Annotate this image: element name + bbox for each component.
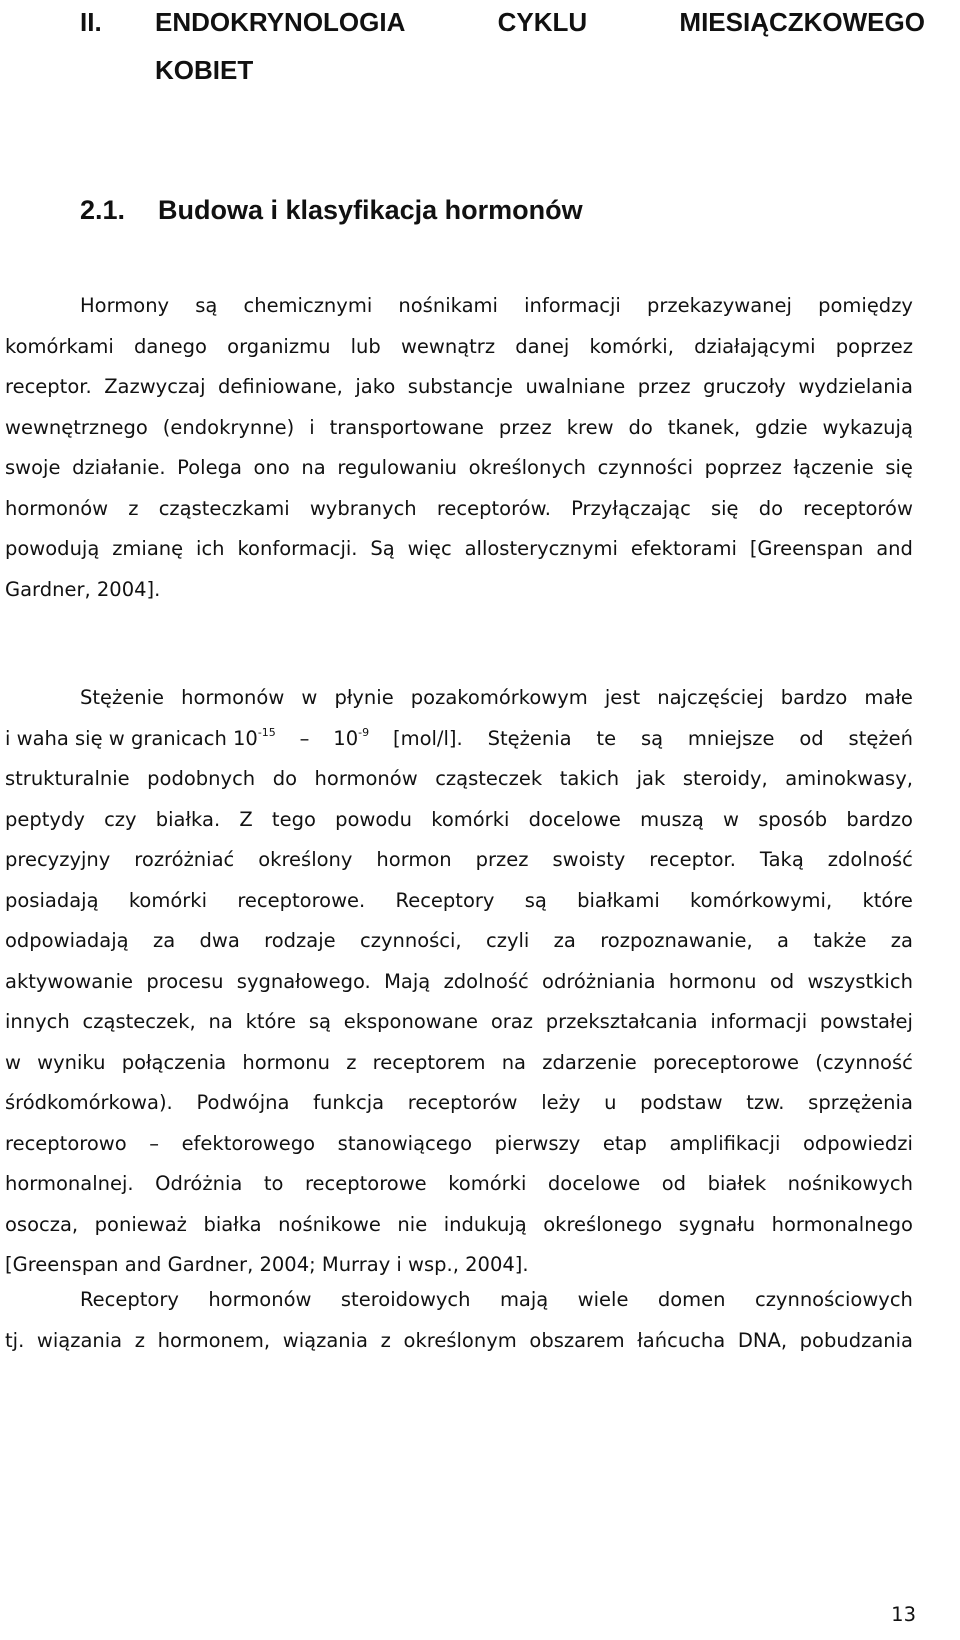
word: [mol/l]. — [392, 726, 463, 750]
word: nośnikowe — [278, 1212, 381, 1236]
paragraph-line — [5, 1083, 913, 1123]
word: poreceptorowe — [653, 1050, 800, 1074]
word: nie — [397, 1212, 428, 1236]
paragraph-line — [5, 1321, 913, 1361]
word: do — [272, 767, 297, 790]
word: Receptory — [395, 888, 495, 912]
paragraph-line — [5, 1002, 913, 1042]
word: swoisty — [552, 848, 626, 871]
paragraph-line — [5, 921, 913, 961]
word: Odróżnia — [155, 1172, 243, 1195]
word: receptor. — [5, 375, 92, 398]
word: ono — [253, 456, 290, 479]
word: z — [346, 1050, 357, 1074]
word: Receptory — [80, 1288, 179, 1311]
range-text-after — [393, 719, 913, 759]
word: za — [152, 929, 176, 952]
word: precyzyjny — [5, 848, 111, 871]
word: posiadają — [5, 888, 99, 912]
paragraph-line — [80, 1280, 913, 1320]
word: – — [149, 1131, 159, 1155]
word: i — [309, 415, 315, 439]
word: tzw. — [746, 1091, 785, 1114]
word: mają — [499, 1288, 549, 1311]
word: procesu — [146, 969, 224, 993]
word: mniejsze — [687, 726, 775, 750]
word: tkanek, — [667, 415, 741, 439]
section-heading — [80, 188, 583, 232]
word: najczęściej — [657, 686, 764, 709]
word: domen — [657, 1288, 726, 1311]
word: stanowiącego — [337, 1131, 473, 1155]
word: odróżniania — [542, 969, 656, 993]
paragraph-line — [5, 1205, 913, 1245]
word: wybranych — [309, 496, 417, 520]
word: pierwszy — [494, 1131, 581, 1155]
word: konformacji. — [237, 537, 358, 560]
paragraph-line: [Greenspan and Gardner, 2004; Murray i wsp., 2004]. — [5, 1253, 529, 1276]
word: do — [628, 415, 653, 439]
exponent: -9 — [358, 725, 370, 739]
word: leży — [541, 1091, 581, 1114]
word: wewnętrznego — [5, 415, 148, 439]
chapter-title-line-2: KOBIET — [155, 55, 254, 85]
word: efektorowego — [181, 1131, 316, 1155]
word: tj. — [5, 1328, 25, 1352]
word: danego — [133, 334, 207, 358]
word: na — [301, 456, 326, 479]
word: wiązania — [36, 1328, 123, 1352]
word: które — [245, 1010, 297, 1033]
word: [Greenspan — [749, 537, 864, 560]
word: komórki, — [589, 334, 674, 358]
word: efektorami — [630, 537, 737, 560]
word: więc — [407, 537, 452, 560]
word: pomiędzy — [818, 294, 913, 317]
chapter-title-line-1 — [155, 0, 925, 44]
chapter-number: II. — [80, 7, 102, 37]
word: steroidy, — [682, 767, 768, 790]
word: białek — [707, 1172, 767, 1195]
word: podstaw — [640, 1091, 723, 1114]
word: działanie. — [72, 456, 166, 479]
word: obszarem — [529, 1328, 625, 1352]
word: docelowe — [547, 1172, 641, 1195]
word: rozróżniać — [134, 848, 235, 871]
word: są — [308, 1010, 331, 1033]
word: sygnałowego. — [236, 969, 371, 993]
word: na — [208, 1010, 233, 1033]
word: działającymi — [694, 334, 816, 358]
paragraph-line — [5, 367, 913, 407]
range-text-before: i waha się w granicach $10^{-15}$ — [5, 725, 276, 750]
word: się — [885, 456, 913, 479]
word: a — [777, 929, 789, 952]
word: za — [553, 929, 576, 952]
word: wszystkich — [807, 969, 913, 993]
word: przekształcania — [545, 1010, 698, 1033]
word: wydzielania — [798, 375, 913, 398]
section-number: 2.1. — [80, 195, 126, 225]
paragraph-line — [5, 881, 913, 921]
word: hormonów — [208, 1288, 312, 1311]
word: do — [758, 496, 784, 520]
word: przez — [475, 848, 529, 871]
word: odpowiedzi — [802, 1131, 913, 1155]
word: jako — [355, 375, 396, 398]
word: komórki — [128, 888, 208, 912]
word: z — [380, 1328, 391, 1352]
chapter-title-word: CYKLU — [497, 7, 588, 37]
word: allosterycznymi — [464, 537, 618, 560]
word: zmianę — [112, 537, 184, 560]
word: pozakomórkowym — [410, 686, 588, 709]
word: Stężenia — [487, 726, 572, 750]
word: odpowiadają — [5, 929, 129, 952]
paragraph-line — [5, 800, 913, 840]
word: połączenia — [121, 1050, 227, 1074]
word: cząsteczek, — [82, 1010, 196, 1033]
word: powstałej — [819, 1010, 913, 1033]
word: sprzężenia — [808, 1091, 913, 1114]
word: na — [501, 1050, 526, 1074]
word: określonych — [468, 456, 586, 479]
word: rozpoznawanie, — [600, 929, 753, 952]
word: swoje — [5, 456, 61, 479]
word: hormonu — [668, 969, 757, 993]
word: komórki — [431, 807, 510, 831]
word: czyli — [485, 929, 530, 952]
word: cząsteczkami — [158, 496, 290, 520]
word: powodują — [5, 537, 100, 560]
word: peptydy — [5, 807, 85, 831]
word: zdarzenie — [542, 1050, 637, 1074]
word: gdzie — [755, 415, 808, 439]
section-title: Budowa i klasyfikacja hormonów — [158, 195, 583, 225]
paragraph-line — [80, 286, 913, 326]
word: lub — [350, 334, 381, 358]
word: DNA, — [737, 1328, 788, 1352]
word: zdolność — [827, 848, 913, 871]
word: płynie — [334, 686, 394, 709]
word: z — [134, 1328, 146, 1352]
word: białka — [203, 1212, 262, 1236]
word: w — [723, 807, 739, 831]
paragraph-line: Gardner, 2004]. — [5, 577, 161, 601]
page-number: 13 — [891, 1603, 916, 1626]
word: czynności, — [359, 929, 462, 952]
word: przekazywanej — [646, 294, 792, 317]
word: informacji — [710, 1010, 808, 1033]
paragraph-line — [5, 327, 913, 367]
word: łańcucha — [637, 1328, 726, 1352]
word: wyniku — [37, 1050, 106, 1074]
word: poprzez — [835, 334, 913, 358]
word: jak — [636, 767, 666, 790]
word: Zazwyczaj — [104, 375, 206, 398]
word: określonego — [543, 1212, 663, 1236]
word: poprzez — [704, 456, 782, 479]
word: etap — [602, 1131, 647, 1155]
word: także — [813, 929, 867, 952]
word: bardzo — [846, 807, 913, 831]
paragraph-line — [5, 1043, 913, 1083]
word: wiele — [577, 1288, 629, 1311]
word: Hormony — [80, 294, 170, 317]
word: zdolność — [443, 969, 529, 993]
word: cząsteczek — [435, 767, 543, 790]
word: Polega — [177, 456, 242, 479]
word: od — [769, 969, 795, 993]
range-upper: $10^{-9}$ — [333, 725, 370, 750]
word: gruczoły — [703, 375, 786, 398]
word: receptorów. — [436, 496, 551, 520]
word: pobudzania — [799, 1328, 913, 1352]
word: definiowane, — [218, 375, 343, 398]
word: receptorowe. — [237, 888, 366, 912]
word: są — [524, 888, 547, 912]
paragraph-line — [5, 448, 913, 488]
word: określonym — [403, 1328, 517, 1352]
word: u — [604, 1091, 617, 1114]
word: receptor. — [649, 848, 736, 871]
word: czy — [104, 807, 137, 831]
word: (czynność — [815, 1050, 913, 1074]
word: osocza, — [5, 1212, 79, 1236]
word: łączenie — [793, 456, 874, 479]
word: innych — [5, 1010, 70, 1033]
word: (endokrynne) — [162, 415, 295, 439]
word: chemicznymi — [243, 294, 373, 317]
paragraph-line — [5, 840, 913, 880]
word: powodu — [335, 807, 413, 831]
word: to — [263, 1172, 284, 1195]
word: się — [710, 496, 739, 520]
word: takich — [559, 767, 620, 790]
word: za — [890, 929, 913, 952]
word: czynnościowych — [754, 1288, 913, 1311]
word: Z — [239, 807, 253, 831]
word: uwalniane — [525, 375, 626, 398]
word: docelowe — [528, 807, 621, 831]
word: są — [195, 294, 218, 317]
paragraph-line — [5, 1124, 913, 1164]
word: indukują — [443, 1212, 527, 1236]
word: jest — [604, 686, 641, 709]
word: nośnikowych — [787, 1172, 913, 1195]
word: wewnątrz — [400, 334, 496, 358]
word: małe — [864, 686, 913, 709]
chapter-title-word: MIESIĄCZKOWEGO — [679, 7, 925, 37]
word: ponieważ — [94, 1212, 187, 1236]
word: hormonalnego — [771, 1212, 913, 1236]
word: oraz — [490, 1010, 533, 1033]
word: wiązania — [282, 1328, 368, 1352]
word: krew — [566, 415, 614, 439]
word: receptorów — [803, 496, 913, 520]
word: organizmu — [227, 334, 331, 358]
word: hormonów — [181, 686, 285, 709]
word: są — [640, 726, 664, 750]
word: białkami — [577, 888, 660, 912]
word: hormonem, — [157, 1328, 271, 1352]
word: białka. — [155, 807, 221, 831]
word: od — [661, 1172, 687, 1195]
word: przez — [637, 375, 691, 398]
word: amplifikacji — [669, 1131, 781, 1155]
range-dash: – — [299, 726, 310, 750]
word: Są — [370, 537, 395, 560]
word: hormonu — [242, 1050, 330, 1074]
word: danej — [515, 334, 570, 358]
word: hormonalnej. — [5, 1172, 134, 1195]
word: wykazują — [822, 415, 913, 439]
word: hormonów — [5, 496, 109, 520]
paragraph-line — [5, 962, 913, 1002]
word: czynności — [597, 456, 694, 479]
word: informacji — [524, 294, 621, 317]
word: funkcja — [313, 1091, 385, 1114]
word: Podwójna — [196, 1091, 290, 1114]
word: eksponowane — [343, 1010, 479, 1033]
word: sygnału — [678, 1212, 756, 1236]
exponent: -15 — [257, 725, 276, 739]
word: podobnych — [147, 767, 256, 790]
word: tego — [271, 807, 316, 831]
paragraph-line — [5, 759, 913, 799]
word: komórkami — [5, 334, 114, 358]
word: przez — [498, 415, 552, 439]
word: hormon — [376, 848, 452, 871]
word: substancje — [407, 375, 513, 398]
word: które — [862, 888, 913, 912]
word: receptorowo — [5, 1131, 127, 1155]
word: receptorów — [407, 1091, 518, 1114]
word: rodzaje — [264, 929, 336, 952]
paragraph-line — [80, 678, 913, 718]
paragraph-line — [5, 1164, 913, 1204]
word: śródkomórkowa). — [5, 1091, 173, 1114]
word: sposób — [758, 807, 828, 831]
chapter-title-word: ENDOKRYNOLOGIA — [155, 7, 406, 37]
word: w — [5, 1050, 21, 1074]
concentration-range-line — [5, 719, 913, 759]
word: regulowaniu — [337, 456, 458, 479]
word: od — [799, 726, 824, 750]
word: z — [128, 496, 139, 520]
word: nośnikami — [398, 294, 498, 317]
word: komórki — [448, 1172, 527, 1195]
word: stężeń — [848, 726, 913, 750]
word: muszą — [640, 807, 704, 831]
word: receptorem — [372, 1050, 486, 1074]
word: strukturalnie — [5, 767, 130, 790]
word: określony — [258, 848, 353, 871]
word: hormonów — [314, 767, 418, 790]
word: Mają — [384, 969, 431, 993]
paragraph-line — [5, 529, 913, 569]
word: dwa — [199, 929, 240, 952]
word: te — [596, 726, 617, 750]
paragraph-line — [5, 408, 913, 448]
word: bardzo — [780, 686, 848, 709]
word: Taką — [759, 848, 804, 871]
word: aminokwasy, — [785, 767, 913, 790]
word: Stężenie — [80, 686, 165, 709]
word: transportowane — [329, 415, 484, 439]
word: aktywowanie — [5, 969, 133, 993]
word: Przyłączając — [571, 496, 691, 520]
word: and — [876, 537, 913, 560]
word: steroidowych — [340, 1288, 471, 1311]
word: komórkowymi, — [690, 888, 833, 912]
word: receptorowe — [304, 1172, 427, 1195]
word: w — [301, 686, 318, 709]
paragraph-line — [5, 489, 913, 529]
word: ich — [196, 537, 225, 560]
